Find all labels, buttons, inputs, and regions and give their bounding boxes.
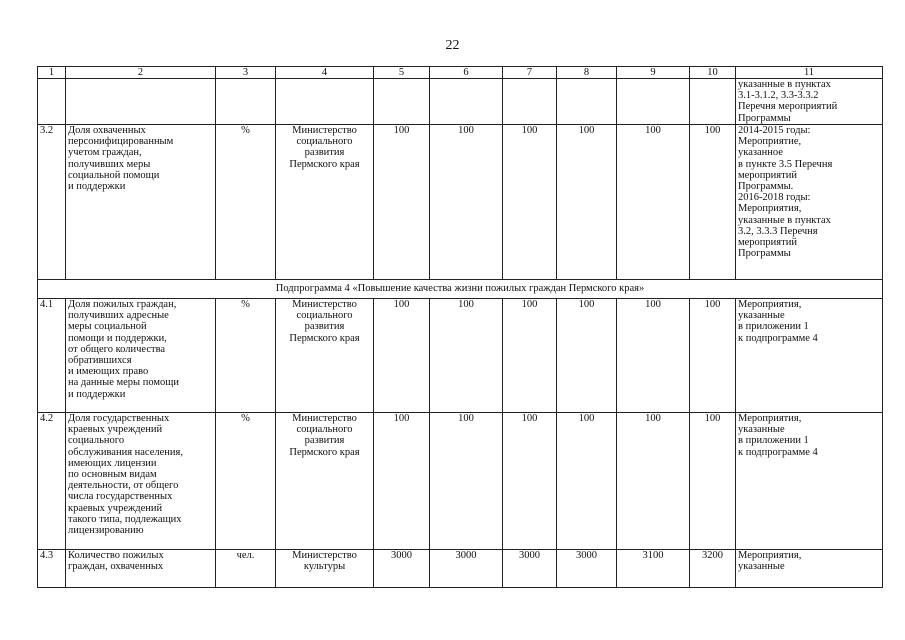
value-col-7: 100 bbox=[503, 413, 557, 550]
value-col-10: 100 bbox=[690, 125, 736, 280]
unit: чел. bbox=[216, 550, 276, 588]
indicators-table bbox=[37, 66, 883, 588]
col-header-9: 9 bbox=[617, 67, 690, 79]
related-measures: Мероприятия, указанные bbox=[736, 550, 883, 588]
related-measures: Мероприятия, указанные в приложении 1 к подпрограмме 4 bbox=[736, 413, 883, 550]
responsible-org: Министерство социального развития Пермского края bbox=[276, 125, 374, 280]
value-col-9: 100 bbox=[617, 413, 690, 550]
unit: % bbox=[216, 413, 276, 550]
value-col-7: 3000 bbox=[503, 550, 557, 588]
responsible-org: Министерство социального развития Пермского края bbox=[276, 413, 374, 550]
value-col-8: 100 bbox=[557, 299, 617, 413]
value-col-8 bbox=[557, 79, 617, 125]
value-col-6: 100 bbox=[430, 413, 503, 550]
col-header-11: 11 bbox=[736, 67, 883, 79]
value-col-10: 100 bbox=[690, 299, 736, 413]
responsible-org: Министерство культуры bbox=[276, 550, 374, 588]
value-col-6 bbox=[430, 79, 503, 125]
value-col-5: 3000 bbox=[374, 550, 430, 588]
col-header-7: 7 bbox=[503, 67, 557, 79]
subprogram-title: Подпрограмма 4 «Повышение качества жизни пожилых граждан Пермского края» bbox=[38, 280, 883, 299]
table-row bbox=[38, 125, 883, 280]
col-header-4: 4 bbox=[276, 67, 374, 79]
indicator-name bbox=[66, 79, 216, 125]
row-id: 4.3 bbox=[38, 550, 66, 588]
row-id bbox=[38, 79, 66, 125]
value-col-8: 100 bbox=[557, 413, 617, 550]
indicator-name: Количество пожилых граждан, охваченных bbox=[66, 550, 216, 588]
related-measures: 2014-2015 годы: Мероприятие, указанное в пункте 3.5 Перечня мероприятий Программы. 2016-2018 годы: Мероприятия, указанные в пунктах 3.2, 3.3.3 Перечня мероприятий Программы bbox=[736, 125, 883, 280]
related-measures: Мероприятия, указанные в приложении 1 к подпрограмме 4 bbox=[736, 299, 883, 413]
value-col-5: 100 bbox=[374, 299, 430, 413]
row-id: 4.2 bbox=[38, 413, 66, 550]
related-measures: указанные в пунктах 3.1-3.1.2, 3.3-3.3.2 Перечня мероприятий Программы bbox=[736, 79, 883, 125]
indicator-name: Доля пожилых граждан, получивших адресные меры социальной помощи и поддержки, от общего количества обратившихся и имеющих право на данные меры помощи и поддержки bbox=[66, 299, 216, 413]
unit: % bbox=[216, 125, 276, 280]
subprogram-heading-row bbox=[38, 280, 883, 299]
value-col-8: 3000 bbox=[557, 550, 617, 588]
table-row bbox=[38, 550, 883, 588]
unit bbox=[216, 79, 276, 125]
page-number: 22 bbox=[445, 38, 460, 53]
col-header-3: 3 bbox=[216, 67, 276, 79]
table-row bbox=[38, 79, 883, 125]
value-col-9: 100 bbox=[617, 299, 690, 413]
unit: % bbox=[216, 299, 276, 413]
value-col-5: 100 bbox=[374, 413, 430, 550]
column-number-row bbox=[38, 67, 883, 79]
col-header-10: 10 bbox=[690, 67, 736, 79]
value-col-7: 100 bbox=[503, 125, 557, 280]
table-row bbox=[38, 413, 883, 550]
responsible-org: Министерство социального развития Пермского края bbox=[276, 299, 374, 413]
value-col-5 bbox=[374, 79, 430, 125]
table-row bbox=[38, 299, 883, 413]
col-header-1: 1 bbox=[38, 67, 66, 79]
value-col-9: 3100 bbox=[617, 550, 690, 588]
col-header-8: 8 bbox=[557, 67, 617, 79]
indicator-name: Доля государственных краевых учреждений социального обслуживания населения, имеющих лицензии по основным видам деятельности, от общего числа государственных краевых учреждений такого типа, подлежащих лицензированию bbox=[66, 413, 216, 550]
col-header-5: 5 bbox=[374, 67, 430, 79]
value-col-8: 100 bbox=[557, 125, 617, 280]
col-header-6: 6 bbox=[430, 67, 503, 79]
value-col-7: 100 bbox=[503, 299, 557, 413]
row-id: 4.1 bbox=[38, 299, 66, 413]
value-col-7 bbox=[503, 79, 557, 125]
row-id: 3.2 bbox=[38, 125, 66, 280]
col-header-2: 2 bbox=[66, 67, 216, 79]
value-col-6: 3000 bbox=[430, 550, 503, 588]
value-col-6: 100 bbox=[430, 299, 503, 413]
value-col-10: 100 bbox=[690, 413, 736, 550]
value-col-6: 100 bbox=[430, 125, 503, 280]
indicator-name: Доля охваченных персонифицированным учетом граждан, получивших меры социальной помощи и поддержки bbox=[66, 125, 216, 280]
value-col-10: 3200 bbox=[690, 550, 736, 588]
value-col-9 bbox=[617, 79, 690, 125]
responsible-org bbox=[276, 79, 374, 125]
value-col-5: 100 bbox=[374, 125, 430, 280]
value-col-9: 100 bbox=[617, 125, 690, 280]
value-col-10 bbox=[690, 79, 736, 125]
